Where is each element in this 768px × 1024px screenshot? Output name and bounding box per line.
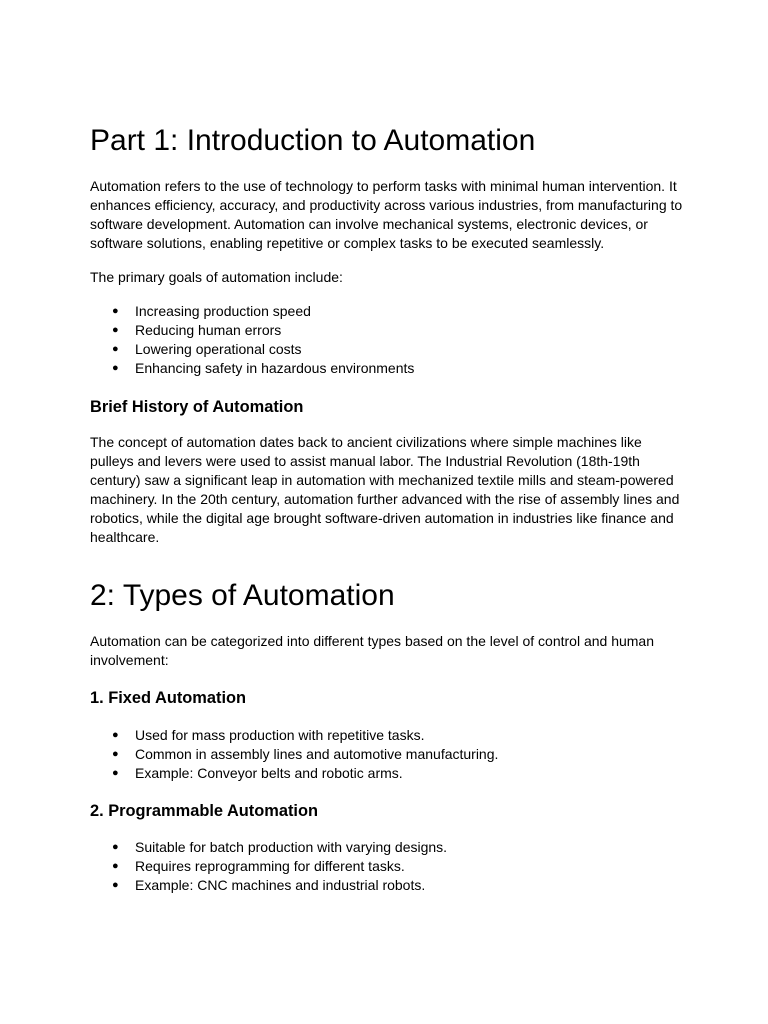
list-item-text: Enhancing safety in hazardous environments: [135, 360, 415, 376]
bullet-icon: ●: [112, 860, 119, 872]
bullet-icon: ●: [112, 748, 119, 760]
text-line: enhances efficiency, accuracy, and productivity across various industries, from manufacturing to: [90, 197, 683, 213]
list-item-text: Example: CNC machines and industrial robots.: [135, 877, 426, 893]
bullet-icon: ●: [112, 362, 119, 374]
list-item-text: Requires reprogramming for different tasks.: [135, 858, 405, 874]
bullet-icon: ●: [112, 841, 119, 853]
fixed-automation-heading: 1. Fixed Automation: [90, 689, 247, 707]
bullet-icon: ●: [112, 767, 119, 779]
text-line: healthcare.: [90, 529, 160, 545]
list-item: [90, 321, 690, 340]
text-line: Automation refers to the use of technology to perform tasks with minimal human intervention. It: [90, 178, 677, 194]
list-item-text: Increasing production speed: [135, 303, 311, 319]
text-line: robotics, while the digital age brought software-driven automation in industries like finance and: [90, 510, 674, 526]
programmable-automation-heading: 2. Programmable Automation: [90, 802, 318, 820]
bullet-icon: ●: [112, 324, 119, 336]
text-line: involvement:: [90, 652, 169, 668]
list-item: [90, 302, 690, 321]
bullet-icon: ●: [112, 305, 119, 317]
list-item: [90, 340, 690, 359]
bullet-icon: ●: [112, 729, 119, 741]
programmable-automation-list: [90, 838, 690, 895]
part2-title: 2: Types of Automation: [90, 579, 395, 612]
history-heading: Brief History of Automation: [90, 398, 304, 416]
fixed-automation-list: [90, 726, 690, 783]
part2-intro-paragraph: [90, 632, 690, 670]
goals-list: [90, 302, 690, 378]
text-line: Automation can be categorized into different types based on the level of control and human: [90, 633, 654, 649]
list-item: [90, 857, 690, 876]
text-line: The concept of automation dates back to ancient civilizations where simple machines like: [90, 434, 642, 450]
list-item-text: Lowering operational costs: [135, 341, 302, 357]
bullet-icon: ●: [112, 879, 119, 891]
bullet-icon: ●: [112, 343, 119, 355]
list-item: [90, 764, 690, 783]
list-item-text: Reducing human errors: [135, 322, 282, 338]
text-line: century) saw a significant leap in automation with mechanized textile mills and steam-powered: [90, 472, 674, 488]
list-item-text: Example: Conveyor belts and robotic arms.: [135, 765, 403, 781]
list-item: [90, 876, 690, 895]
list-item: [90, 745, 690, 764]
list-item-text: Suitable for batch production with varying designs.: [135, 839, 448, 855]
list-item-text: Common in assembly lines and automotive manufacturing.: [135, 746, 499, 762]
list-item: [90, 726, 690, 745]
goals-lead: The primary goals of automation include:: [90, 269, 343, 285]
list-item-text: Used for mass production with repetitive tasks.: [135, 727, 425, 743]
part1-title: Part 1: Introduction to Automation: [90, 124, 536, 157]
text-line: software solutions, enabling repetitive or complex tasks to be executed seamlessly.: [90, 235, 605, 251]
text-line: software development. Automation can involve mechanical systems, electronic devices, or: [90, 216, 648, 232]
part1-intro-paragraph: [90, 177, 690, 253]
list-item: [90, 359, 690, 378]
history-paragraph: [90, 433, 690, 547]
list-item: [90, 838, 690, 857]
text-line: machinery. In the 20th century, automation further advanced with the rise of assembly lines and: [90, 491, 680, 507]
text-line: pulleys and levers were used to assist manual labor. The Industrial Revolution (18th-19th: [90, 453, 640, 469]
